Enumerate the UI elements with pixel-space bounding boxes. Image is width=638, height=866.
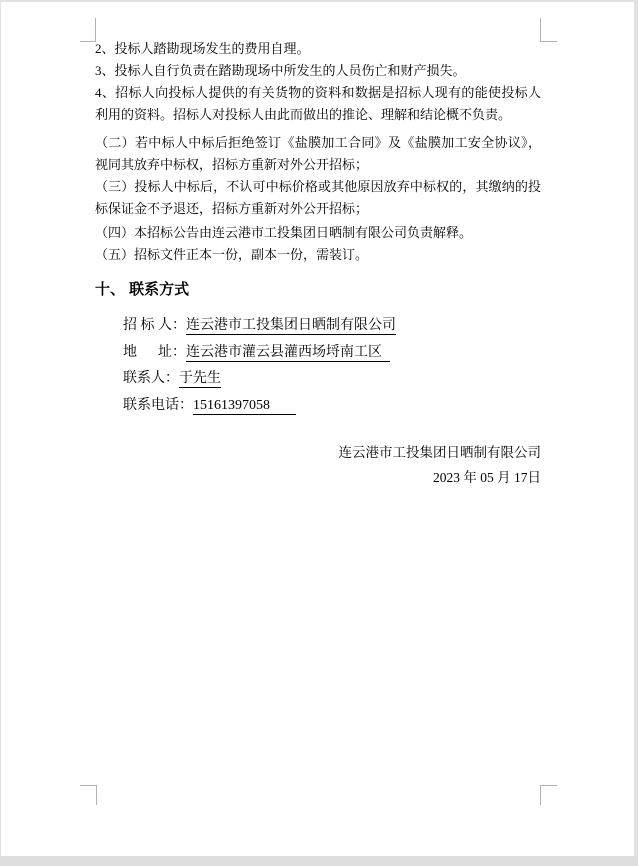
page-bottom-edge [0, 856, 638, 866]
page-content [95, 38, 541, 490]
contact-value: 15161397058 [193, 397, 296, 415]
contact-label: 地 址： [123, 344, 186, 360]
section-heading-contact: 十、 联系方式 [95, 281, 190, 298]
body-paragraph: （三）投标人中标后，不认可中标价格或其他原因放弃中标权的，其缴纳的投标保证金不予退还，招标方重新对外公开招标； [95, 179, 541, 216]
body-paragraph: （二）若中标人中标后拒绝签订《盐膜加工合同》及《盐膜加工安全协议》，视同其放弃中标权，招标方重新对外公开招标； [95, 135, 541, 172]
signature-company: 连云港市工投集团日晒制有限公司 [338, 445, 541, 460]
contact-row-bidder [123, 313, 541, 340]
contact-label: 招 标 人： [123, 318, 186, 333]
body-paragraph: 2、投标人踏勘现场发生的费用自理。 [95, 41, 310, 56]
document-page [1, 2, 634, 856]
body-paragraph: （四）本招标公告由连云港市工投集团日晒制有限公司负责解释。 [95, 225, 473, 240]
margin-mark-top-right [540, 18, 557, 42]
contact-label: 联系人： [123, 371, 179, 386]
body-paragraph: （五）招标文件正本一份，副本一份，需装订。 [95, 247, 369, 262]
margin-mark-top-left [80, 18, 96, 42]
margin-mark-bottom-left [80, 785, 97, 805]
contact-row-phone [123, 393, 541, 420]
margin-mark-bottom-right [540, 785, 557, 805]
body-paragraph: 3、投标人自行负责在踏勘现场中所发生的人员伤亡和财产损失。 [95, 63, 466, 78]
contact-label: 联系电话： [123, 397, 193, 413]
contact-row-address [123, 340, 541, 367]
signature-date: 2023 年 05 月 17日 [433, 470, 541, 485]
contact-row-person [123, 366, 541, 393]
body-paragraph: 4、招标人向投标人提供的有关货物的资料和数据是招标人现有的能使投标人利用的资料。招标人对投标人由此而做出的推论、理解和结论概不负责。 [95, 85, 541, 122]
contact-block [95, 313, 541, 419]
contact-value: 于先生 [179, 371, 221, 386]
contact-value: 连云港市工投集团日晒制有限公司 [186, 318, 396, 333]
signature-block [95, 440, 541, 490]
contact-value: 连云港市灌云县灌西场埒南工区 [186, 344, 390, 362]
page-right-edge [634, 0, 638, 866]
